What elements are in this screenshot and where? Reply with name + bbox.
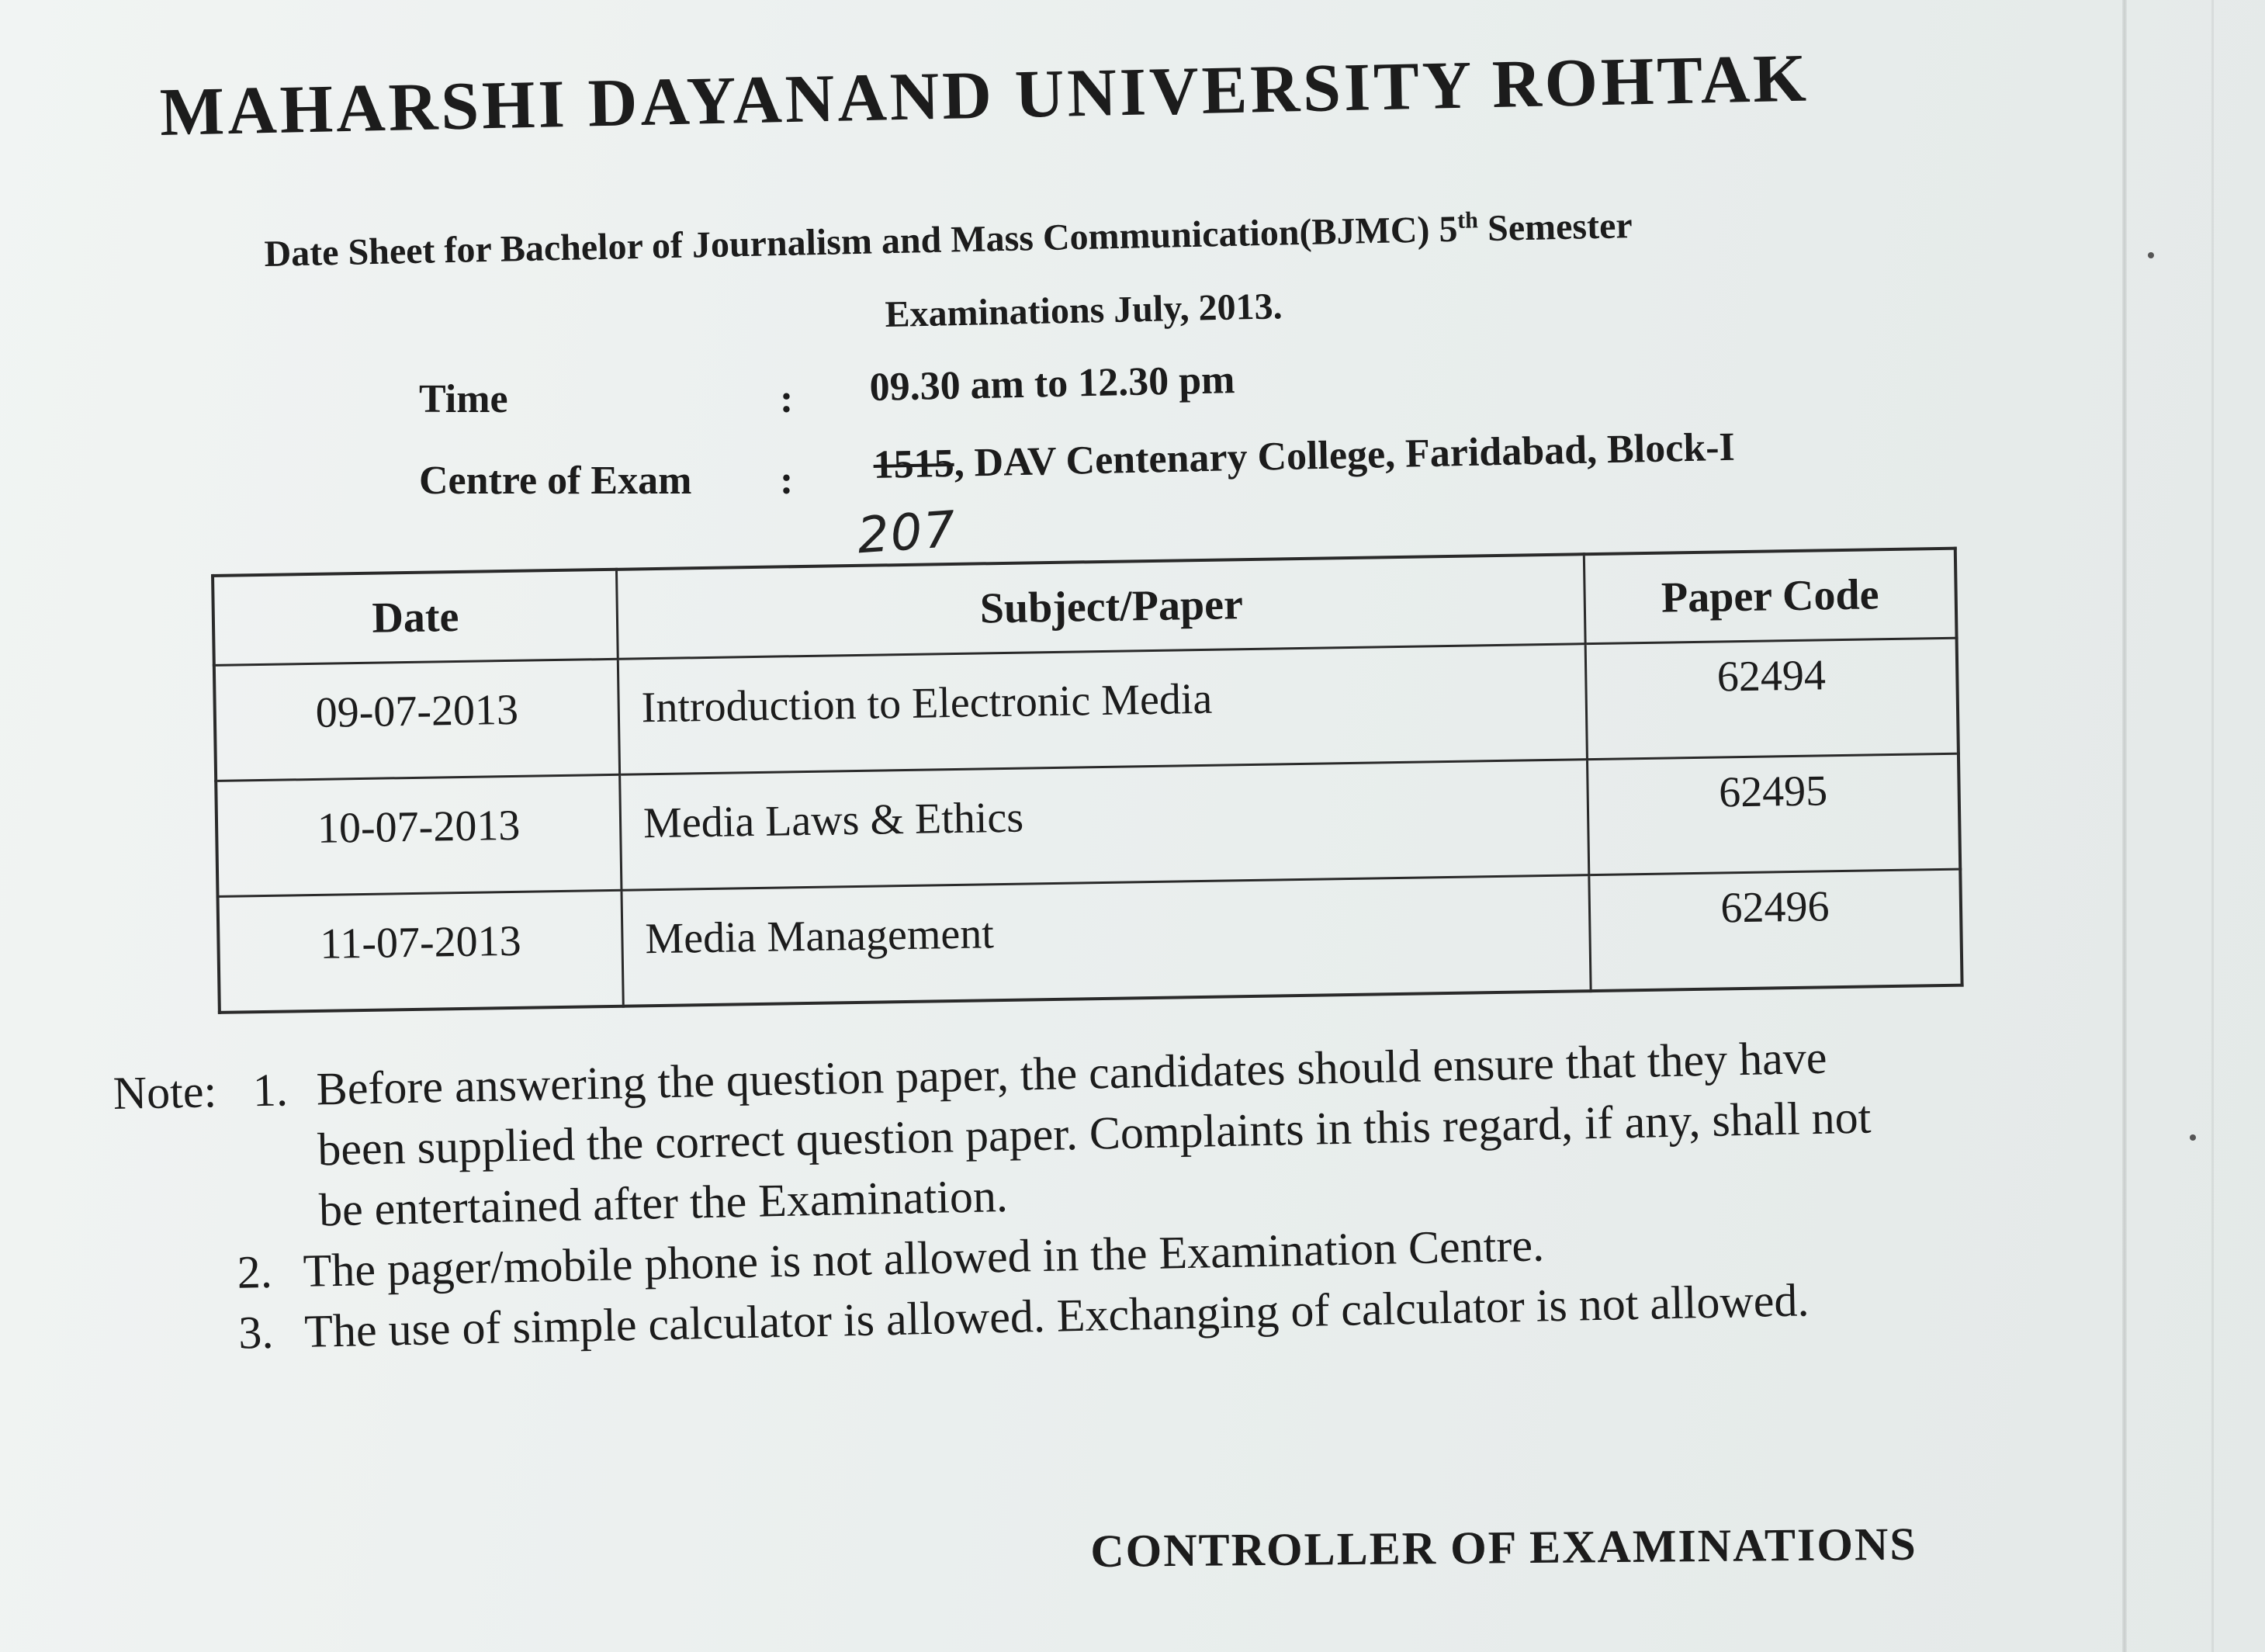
subtitle-superscript: th bbox=[1456, 207, 1479, 234]
row-date: 11-07-2013 bbox=[218, 890, 624, 1013]
time-value: 09.30 am to 12.30 pm bbox=[869, 358, 1235, 410]
page-fold-shadow bbox=[2122, 0, 2127, 1652]
university-title: MAHARSHI DAYANAND UNIVERSITY ROHTAK bbox=[159, 40, 1810, 151]
subtitle-text: Date Sheet for Bachelor of Journalism and Mass Communication(BJMC) 5 bbox=[264, 208, 1458, 275]
row-paper-code: 62496 bbox=[1589, 869, 1962, 991]
handwritten-centre-code: 207 bbox=[855, 500, 959, 566]
centre-colon: : bbox=[780, 459, 794, 503]
header-paper-code: Paper Code bbox=[1584, 549, 1956, 644]
date-sheet-table bbox=[211, 547, 1964, 1014]
note-text: be entertained after the Examination. bbox=[318, 1169, 1009, 1236]
row-date: 10-07-2013 bbox=[216, 774, 622, 896]
page-edge-line bbox=[2211, 0, 2214, 1652]
header-subject: Subject/Paper bbox=[616, 554, 1585, 659]
date-sheet-subtitle-line2: Examinations July, 2013. bbox=[885, 286, 1283, 335]
note-number: 2. bbox=[236, 1245, 273, 1298]
struck-centre-code: 1515 bbox=[873, 441, 955, 487]
paper-speck bbox=[2148, 252, 2154, 258]
note-text: Before answering the question paper, the candidates should ensure that they have bbox=[316, 1031, 1827, 1115]
note-number: 3. bbox=[237, 1306, 274, 1359]
centre-label: Centre of Exam bbox=[419, 459, 692, 503]
note-number: 1. bbox=[252, 1064, 289, 1117]
header-date: Date bbox=[213, 570, 618, 666]
row-subject: Media Management bbox=[622, 875, 1591, 1006]
row-paper-code: 62495 bbox=[1587, 753, 1960, 874]
row-date: 09-07-2013 bbox=[214, 659, 620, 781]
row-subject: Introduction to Electronic Media bbox=[618, 644, 1587, 775]
controller-signatory: CONTROLLER OF EXAMINATIONS bbox=[1090, 1518, 1917, 1577]
note-text: been supplied the correct question paper. Complaints in this regard, if any, shall not bbox=[317, 1091, 1872, 1176]
row-paper-code: 62494 bbox=[1585, 638, 1958, 759]
time-label: Time bbox=[419, 377, 508, 421]
centre-name: , DAV Centenary College, Faridabad, Block-I bbox=[953, 424, 1736, 486]
paper-speck bbox=[2190, 1134, 2196, 1141]
note-text: The use of simple calculator is allowed. Exchanging of calculator is not allowed. bbox=[303, 1274, 1810, 1357]
notes-section bbox=[113, 1021, 2136, 1366]
time-colon: : bbox=[780, 377, 794, 421]
date-sheet-table-wrapper bbox=[211, 547, 1964, 1009]
row-subject: Media Laws & Ethics bbox=[620, 760, 1589, 891]
note-prefix: Note: bbox=[113, 1065, 217, 1119]
subtitle-text-end: Semester bbox=[1477, 205, 1633, 250]
note-text: The pager/mobile phone is not allowed in the Examination Centre. bbox=[302, 1219, 1545, 1297]
